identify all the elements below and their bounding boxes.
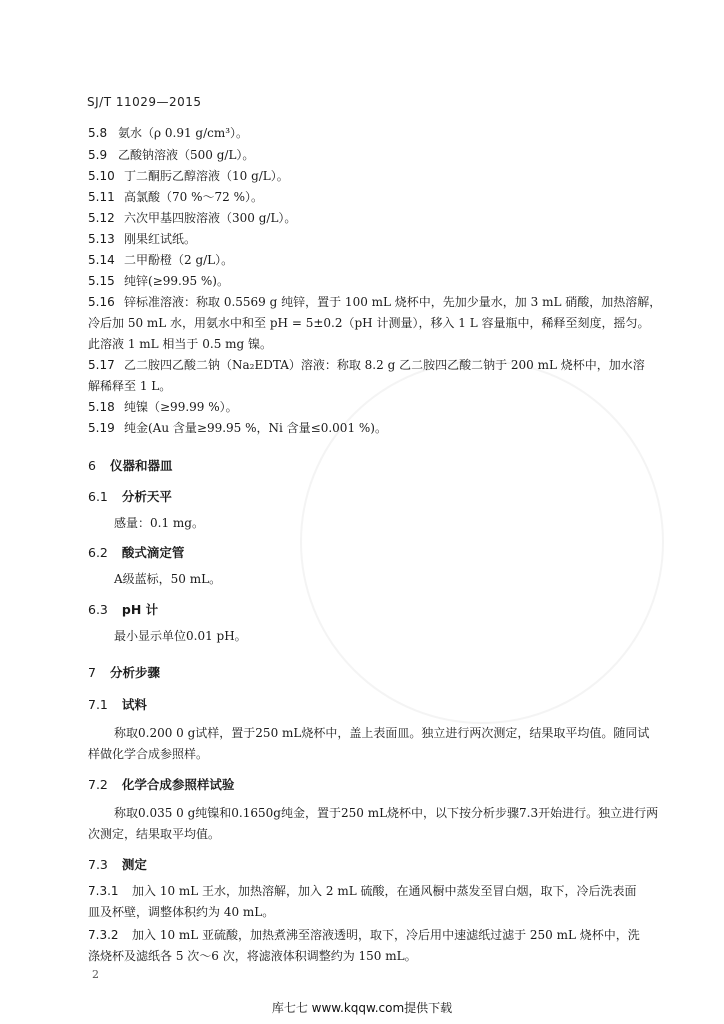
download-footer: 库七七 www.kqqw.com提供下载 — [271, 1001, 453, 1015]
list-item: 5.17 乙二胺四乙酸二钠（Na₂EDTA）溶液：称取 8.2 g 乙二胺四乙酸二钠于 200 mL 烧杯中，加水溶 — [88, 358, 645, 372]
list-item: 5.16 锌标准溶液：称取 0.5569 g 纯锌，置于 100 mL 烧杯中，先加少量水，加 3 mL 硝酸，加热溶解， — [88, 295, 662, 309]
step-continuation: 皿及杯壁，调整体积约为 40 mL。 — [88, 905, 275, 919]
subsection-heading: 6.1 分析天平 — [88, 489, 172, 504]
paragraph: 称取0.200 0 g试样，置于250 mL烧杯中，盖上表面皿。独立进行两次测定，结果取平均值。随同试 — [114, 726, 650, 740]
list-item: 5.14 二甲酚橙（2 g/L）。 — [88, 253, 234, 267]
list-item: 5.19 纯金(Au 含量≥99.95 %，Ni 含量≤0.001 %)。 — [88, 421, 387, 435]
list-item-continuation: 解稀释至 1 L。 — [88, 379, 172, 393]
subsection-heading: 7.3 测定 — [88, 857, 147, 872]
subsection-heading: 6.2 酸式滴定管 — [88, 545, 185, 560]
section-heading: 7 分析步骤 — [88, 665, 160, 680]
standard-number-header: SJ/T 11029—2015 — [87, 95, 202, 109]
paragraph: A级蓝标，50 mL。 — [114, 572, 222, 586]
paragraph-continuation: 次测定，结果取平均值。 — [88, 827, 221, 841]
list-item: 5.13 刚果红试纸。 — [88, 232, 197, 246]
list-item: 5.12 六次甲基四胺溶液（300 g/L）。 — [88, 211, 297, 225]
list-item: 5.9 乙酸钠溶液（500 g/L）。 — [88, 148, 255, 162]
list-item-continuation: 冷后加 50 mL 水，用氨水中和至 pH = 5±0.2（pH 计测量），移入 1 L 容量瓶中，稀释至刻度，摇匀。 — [88, 316, 650, 330]
list-item-continuation: 此溶液 1 mL 相当于 0.5 mg 镍。 — [88, 337, 273, 351]
paragraph: 称取0.035 0 g纯镍和0.1650g纯金，置于250 mL烧杯中，以下按分析步骤7.3开始进行。独立进行两 — [114, 806, 659, 820]
subsection-heading: 6.3 pH 计 — [88, 602, 159, 617]
list-item: 5.18 纯镍（≥99.99 %）。 — [88, 400, 238, 414]
list-item: 5.11 高氯酸（70 %～72 %）。 — [88, 190, 263, 204]
paragraph-continuation: 样做化学合成参照样。 — [88, 747, 209, 761]
paragraph: 最小显示单位0.01 pH。 — [114, 629, 247, 643]
paragraph: 感量：0.1 mg。 — [114, 516, 204, 530]
watermark-seal — [300, 360, 664, 724]
subsection-heading: 7.1 试料 — [88, 697, 147, 712]
page-number: 2 — [92, 968, 99, 981]
section-heading: 6 仪器和器皿 — [88, 458, 173, 473]
step-item: 7.3.2 加入 10 mL 亚硫酸，加热煮沸至溶液透明，取下，冷后用中速滤纸过滤于 250 mL 烧杯中，洗 — [88, 928, 640, 942]
list-item: 5.15 纯锌(≥99.95 %)。 — [88, 274, 229, 288]
step-item: 7.3.1 加入 10 mL 王水，加热溶解，加入 2 mL 硫酸，在通风橱中蒸发至冒白烟，取下，冷后洗表面 — [88, 884, 637, 898]
list-item: 5.8 氨水（ρ 0.91 g/cm³）。 — [88, 126, 249, 140]
step-continuation: 涤烧杯及滤纸各 5 次～6 次，将滤液体积调整约为 150 mL。 — [88, 949, 417, 963]
subsection-heading: 7.2 化学合成参照样试验 — [88, 777, 235, 792]
list-item: 5.10 丁二酮肟乙醇溶液（10 g/L）。 — [88, 169, 289, 183]
